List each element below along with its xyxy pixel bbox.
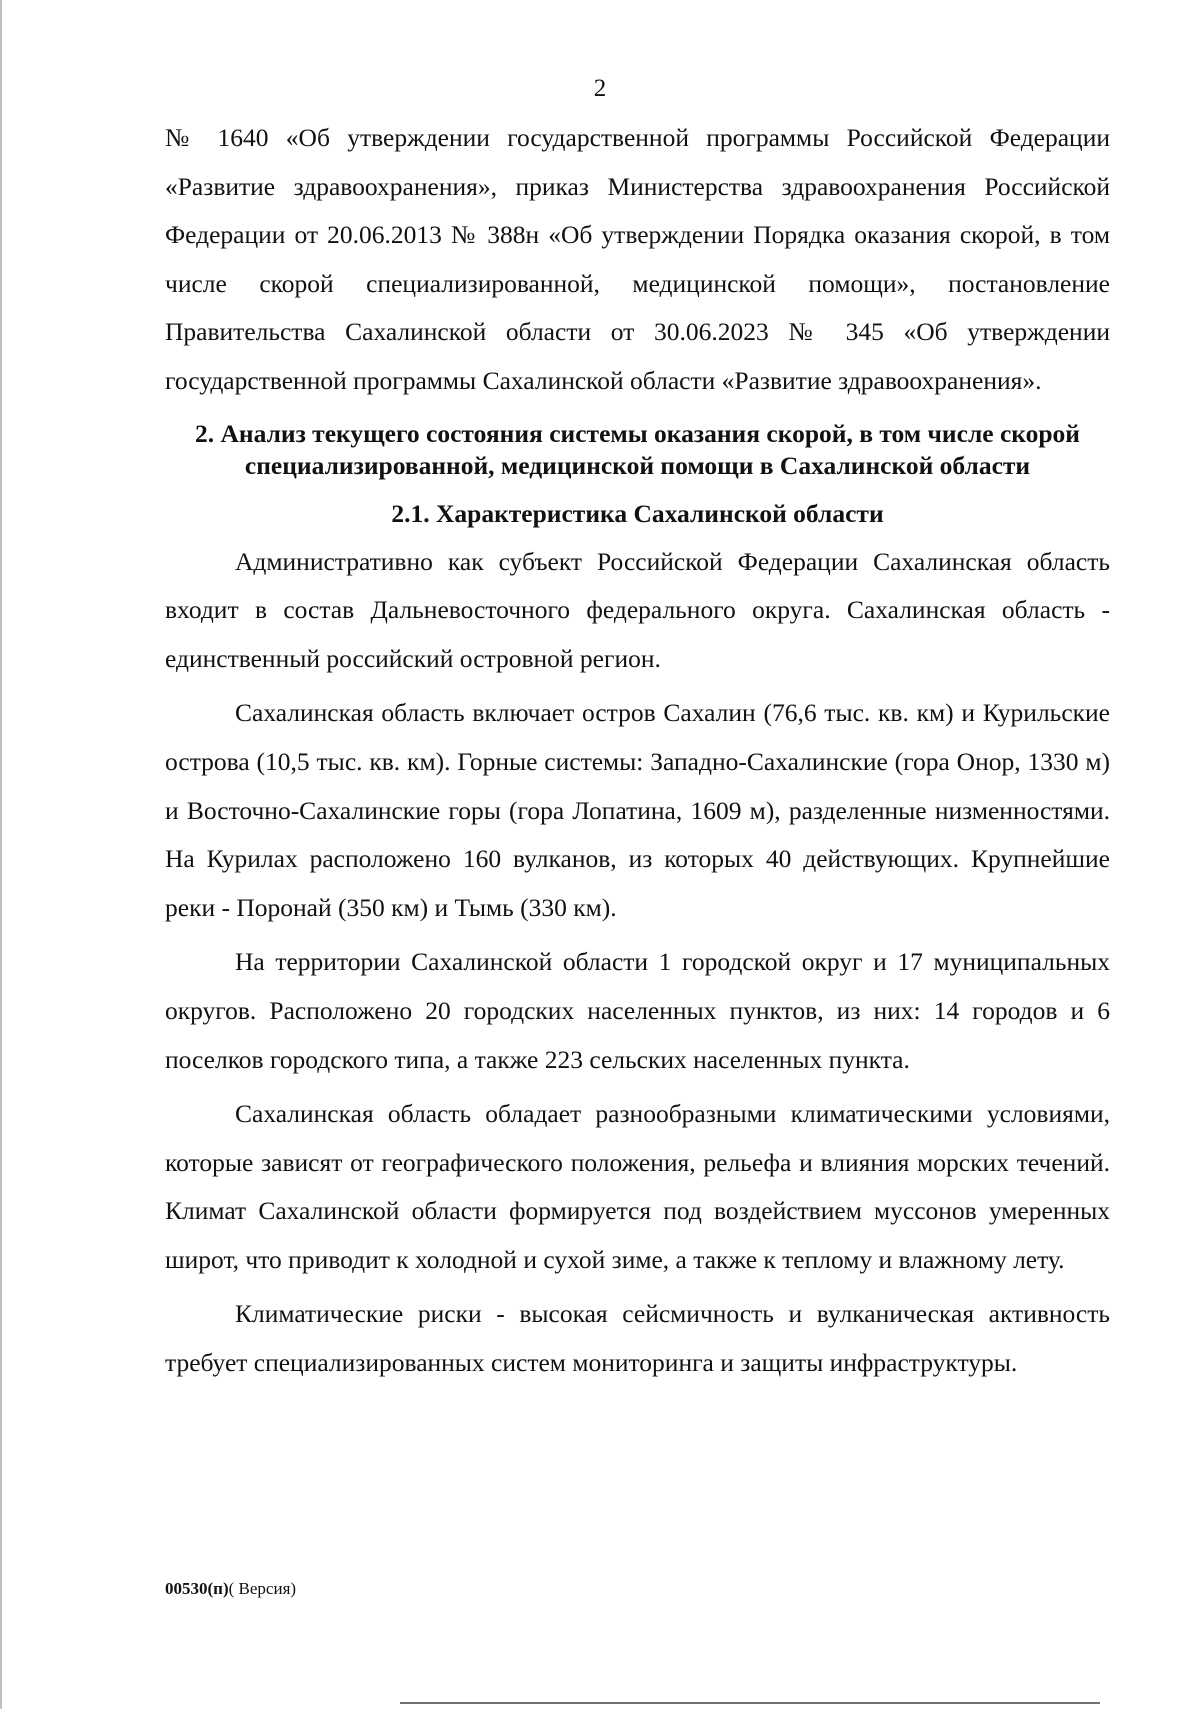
page-number: 2	[593, 75, 607, 102]
footer-divider	[400, 1702, 1100, 1704]
footer-code: 00530(п)	[165, 1579, 229, 1598]
paragraph-geography: Сахалинская область включает остров Сахалин (76,6 тыс. кв. км) и Курильские острова (10,5 тыс. кв. км). Горные системы: Западно-Сахалинские (гора Онор, 1330 м) и Восточно-Сахалинские горы (гора Лопатина, 1609 м), разделенные низменностями. На Курилах расположено 160 вулканов, из которых 40 действующих. Крупнейшие реки - Поронай (350 км) и Тымь (330 км).	[165, 698, 1110, 922]
scan-edge-line	[0, 0, 2, 1709]
paragraph-administrative: Административно как субъект Российской Федерации Сахалинская область входит в состав Дальневосточного федерального округа. Сахалинская область - единственный российский островной регион.	[165, 546, 1110, 673]
section-heading: 2. Анализ текущего состояния системы оказания скорой, в том числе скорой специализированной, медицинской помощи в Сахалинской области	[194, 418, 1080, 480]
paragraph-municipalities: На территории Сахалинской области 1 городской округ и 17 муниципальных округов. Расположено 20 городских населенных пунктов, из них: 14 городов и 6 поселков городского типа, а также 223 сельских населенных пункта.	[165, 947, 1110, 1074]
paragraph-climate: Сахалинская область обладает разнообразными климатическими условиями, которые зависят от географического положения, рельефа и влияния морских течений. Климат Сахалинской области формируется под воздействием муссонов умеренных широт, что приводит к холодной и сухой зиме, а также к теплому и влажному лету.	[165, 1099, 1110, 1274]
document-body	[165, 114, 1110, 1388]
subsection-heading: 2.1. Характеристика Сахалинской области	[391, 498, 884, 528]
footer-version: ( Версия)	[228, 1579, 297, 1598]
paragraph-climate-risks: Климатические риски - высокая сейсмичность и вулканическая активность требует специализированных систем мониторинга и защиты инфраструктуры.	[165, 1299, 1110, 1378]
footer-document-code	[165, 1578, 296, 1600]
intro-paragraph: № 1640 «Об утверждении государственной программы Российской Федерации «Развитие здравоохранения», приказ Министерства здравоохранения Российской Федерации от 20.06.2013 № 388н «Об утверждении Порядка оказания скорой, в том числе скорой специализированной, медицинской помощи», постановление Правительства Сахалинской области от 30.06.2023 № 345 «Об утверждении государственной программы Сахалинской области «Развитие здравоохранения».	[165, 123, 1110, 395]
